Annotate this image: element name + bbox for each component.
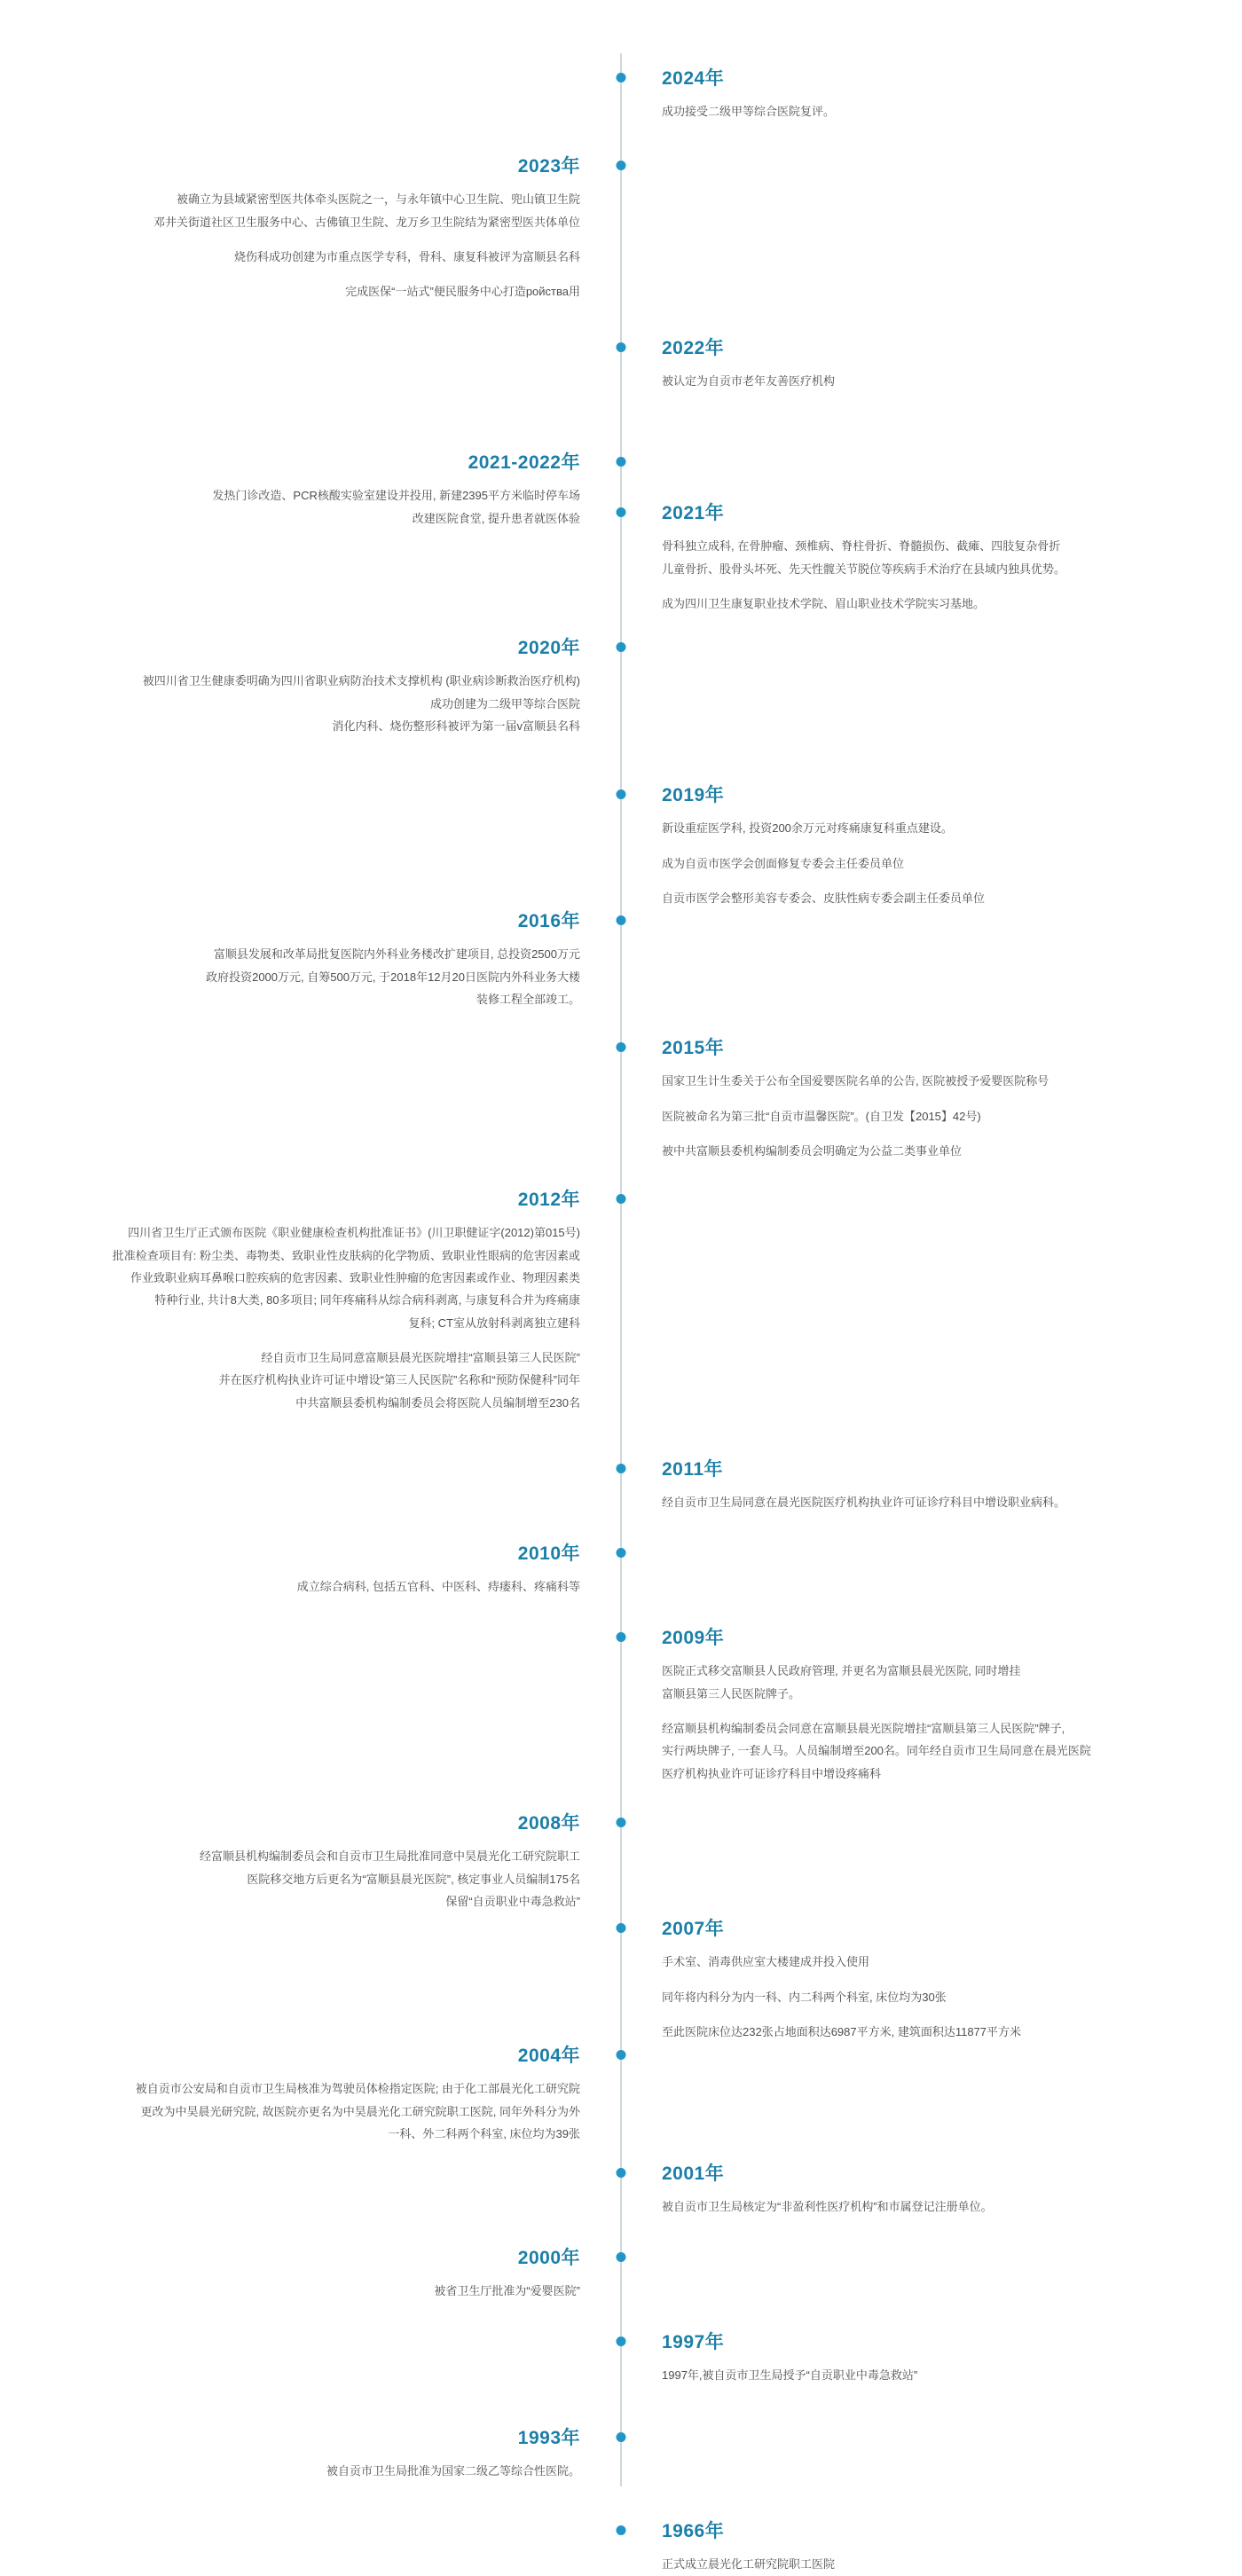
timeline-entry-content [0,2427,580,2483]
timeline-entry [0,155,1242,303]
timeline-node-dot [617,642,626,652]
timeline-node-dot [617,1548,626,1558]
timeline-entry-left-slot [0,2427,621,2483]
timeline-entry-left-slot [0,2247,621,2303]
timeline-entry-year: 2022年 [662,338,725,358]
timeline-entry-line: 被省卫生厅批准为“爱婴医院” [434,2284,580,2298]
timeline-entry-line: 被自贡市卫生局核定为“非盈利性医疗机构”和市属登记注册单位。 [662,2200,993,2214]
timeline-entry-line: 医院正式移交富顺县人民政府管理, 并更名为富顺县晨光医院, 同时增挂 富顺县第三人民医院牌子。 [662,1664,1021,1700]
timeline-entry-right-slot [621,2520,1242,2576]
timeline-entry-content [662,502,1242,615]
timeline-entry-content [662,1037,1242,1162]
timeline-entry-body [0,2280,580,2302]
timeline-entry-body [662,100,1242,122]
timeline-entry-year: 2016年 [517,911,580,931]
timeline-entry-line: 骨科独立成科, 在骨肿瘤、颈椎病、脊柱骨折、脊髓损伤、截瘫、四肢复杂骨折 儿童骨折、股骨头坏死、先天性髋关节脱位等疾病手术治疗在县域内独具优势。 [662,539,1066,576]
timeline-entry-line: 医院被命名为第三批“自贡市温馨医院”。(自卫发【2015】42号) [662,1109,981,1123]
timeline-node-dot [617,342,626,352]
timeline-entry-body [662,1070,1242,1162]
timeline-entry-content [662,1458,1242,1514]
timeline-entry-line: 正式成立晨光化工研究院职工医院 [662,2557,836,2572]
timeline-entry-content [662,1918,1242,2043]
timeline-node-dot [617,2525,626,2535]
timeline-entry-content [662,1627,1242,1785]
timeline-entry-line: 成功接受二级甲等综合医院复评。 [662,105,836,119]
timeline-entry-year: 1997年 [662,2332,725,2352]
timeline-entry-right-slot [621,1189,1242,1414]
timeline-entry-body [0,1845,580,1912]
timeline-entry-year: 2004年 [517,2046,580,2066]
timeline-entry-line: 新设重症医学科, 投资200余万元对疼痛康复科重点建设。 [662,821,953,836]
timeline-entry-left-slot [0,2331,621,2387]
timeline-entry-year: 2010年 [517,1543,580,1564]
timeline-entry-left-slot [0,1627,621,1785]
timeline-entry [0,1189,1242,1414]
timeline-entry-left-slot [0,67,621,123]
timeline-entry-year: 2021年 [662,503,725,523]
timeline-entry-right-slot [621,2045,1242,2145]
timeline-entry-body [662,1660,1242,1785]
timeline-node-dot [617,1632,626,1642]
timeline-entry-line: 成为四川卫生康复职业技术学院、眉山职业技术学院实习基地。 [662,596,986,610]
timeline-entry-content [0,910,580,1010]
timeline-entry-line: 经富顺县机构编制委员会同意在富顺县晨光医院增挂“富顺县第三人民医院”牌子, 实行两块牌子, 一套人马。人员编制增至200名。同年经自贡市卫生局同意在晨光医院 医疗机构执业许可证诊疗科目中增设疼痛科 [662,1721,1091,1780]
timeline-entry-body [0,2460,580,2482]
timeline-entry-left-slot [0,1918,621,2043]
timeline-node-dot [617,1464,626,1473]
timeline-entry-line: 被中共富顺县委机构编制委员会明确定为公益二类事业单位 [662,1143,963,1158]
timeline-entry-line: 经自贡市卫生局同意富顺县晨光医院增挂“富顺县第三人民医院” 并在医疗机构执业许可证中增设“第三人民医院”名称和“预防保健科”同年 中共富顺县委机构编制委员会将医院人员编制增至230名 [218,1350,580,1410]
timeline-entry-content [662,784,1242,909]
timeline-entry-year: 2011年 [662,1459,724,1480]
timeline-entry-year: 2008年 [517,1813,580,1834]
timeline-node-dot [617,73,626,82]
timeline-entry-year: 2007年 [662,1919,725,1939]
timeline-node-dot [617,457,626,467]
timeline-entry [0,1037,1242,1162]
timeline-entry-year: 2001年 [662,2164,725,2184]
timeline-entry-year: 2020年 [517,638,580,658]
timeline-entry-year: 2009年 [662,1628,725,1648]
timeline-entry-left-slot [0,2520,621,2576]
timeline-entry-left-slot [0,784,621,909]
timeline-entry-body [0,2077,580,2145]
timeline-entry-right-slot [621,502,1242,615]
timeline-entry-year: 2000年 [517,2248,580,2268]
timeline-entry-line: 经富顺县机构编制委员会和自贡市卫生局批准同意中昊晨光化工研究院职工 医院移交地方后更名为“富顺县晨光医院”, 核定事业人员编制175名 保留“自贡职业中毒急救站” [199,1850,580,1908]
timeline-node-dot [617,915,626,925]
timeline-entry-right-slot [621,1458,1242,1514]
timeline-entry-left-slot [0,637,621,737]
timeline-entry-line: 完成医保“一站式”便民服务中心打造ройства用 [345,285,580,299]
timeline-entry-left-slot [0,1812,621,1912]
timeline-entry-year: 2019年 [662,785,725,805]
timeline-entry-line: 同年将内科分为内一科、内二科两个科室, 床位均为30张 [662,1990,947,2004]
timeline-node-dot [617,1818,626,1827]
timeline-entry-line: 发热门诊改造、PCR核酸实验室建设并投用, 新建2395平方米临时停车场 改建医院食堂, 提升患者就医体验 [212,489,580,525]
timeline-node-dot [617,507,626,517]
timeline-entry-right-slot [621,637,1242,737]
timeline-entry-content [662,2163,1242,2219]
timeline-entry-year: 2021-2022年 [468,452,580,473]
timeline-entry-left-slot [0,337,621,393]
timeline-entry-right-slot [621,2247,1242,2303]
timeline-entry-line: 烧伤科成功创建为市重点医学专科，骨科、康复科被评为富顺县名科 [233,249,580,263]
timeline-node-dot [617,2432,626,2442]
timeline-entry-year: 2024年 [662,68,725,89]
timeline-entry-line: 成为自贡市医学会创面修复专委会主任委员单位 [662,856,905,870]
timeline-entry-line: 被自贡市公安局和自贡市卫生局核准为驾驶员体检指定医院; 由于化工部晨光化工研究院 更改为中昊晨光研究院, 故医院亦更名为中昊晨光化工研究院职工医院, 同年外科分为外 一科、外二科两个科室, 床位均为39张 [135,2082,580,2140]
timeline-entry-right-slot [621,2427,1242,2483]
timeline-node-dot [617,2168,626,2178]
timeline-entry-right-slot [621,784,1242,909]
timeline-entry-content [662,67,1242,123]
timeline-entry-right-slot [621,1812,1242,1912]
timeline-entry-year: 1993年 [517,2428,580,2448]
timeline-entry-line: 自贡市医学会整形美容专委会、皮肤性病专委会副主任委员单位 [662,891,986,905]
timeline-node-dot [617,2336,626,2346]
timeline-entry-content [662,2520,1242,2576]
timeline-entry-body [0,1575,580,1598]
timeline-node-dot [617,1923,626,1933]
timeline-entry-right-slot [621,910,1242,1010]
timeline-entry-content [0,1812,580,1912]
timeline-entry-line: 被认定为自贡市老年友善医疗机构 [662,374,836,389]
timeline-entry-line: 至此医院床位达232张占地面积达6987平方米, 建筑面积达11877平方米 [662,2024,1022,2038]
timeline-entry [0,502,1242,615]
timeline-entry-body [662,2364,1242,2386]
timeline-entry-right-slot [621,1543,1242,1598]
timeline-entry-right-slot [621,337,1242,393]
timeline-entry-content [0,1543,580,1598]
timeline-entry-body [0,188,580,302]
timeline-entry-line: 手术室、消毒供应室大楼建成并投入使用 [662,1955,870,1969]
timeline-entry-left-slot [0,1189,621,1414]
timeline-entry-line: 被确立为县域紧密型医共体牵头医院之一，与永年镇中心卫生院、兜山镇卫生院 邓井关街道社区卫生服务中心、古佛镇卫生院、龙万乡卫生院结为紧密型医共体单位 [153,192,580,229]
timeline-node-dot [617,161,626,170]
timeline-entry-line: 经自贡市卫生局同意在晨光医院医疗机构执业许可证诊疗科目中增设职业病科。 [662,1496,1066,1510]
timeline-entry-left-slot [0,502,621,615]
timeline-entry-body [0,670,580,737]
timeline-entry-right-slot [621,2331,1242,2387]
timeline-entry-left-slot [0,155,621,303]
timeline-entry-body [662,1491,1242,1513]
timeline-entry [0,784,1242,909]
timeline-entry-body [0,1221,580,1414]
timeline-entry-right-slot [621,155,1242,303]
timeline-entry-left-slot [0,1543,621,1598]
timeline-entry-body [662,370,1242,392]
timeline-entry-left-slot [0,2045,621,2145]
timeline-node-dot [617,1042,626,1052]
timeline-entry-right-slot [621,1037,1242,1162]
timeline-entry-content [0,2247,580,2303]
timeline-entry-year: 1966年 [662,2521,725,2541]
timeline-entry-body [662,535,1242,615]
timeline-entry-left-slot [0,1037,621,1162]
timeline-entry-body [0,943,580,1010]
timeline-entry-body [662,1951,1242,2043]
timeline-entry [0,1627,1242,1785]
timeline-node-dot [617,2050,626,2060]
timeline-entry-right-slot [621,2163,1242,2219]
timeline-entry-line: 成立综合病科, 包括五官科、中医科、痔瘘科、疼痛科等 [296,1580,580,1594]
timeline-entry-content [0,2045,580,2145]
timeline-entry-line: 四川省卫生厅正式颁布医院《职业健康检查机构批准证书》(川卫职健证字(2012)第015号) 批准检查项目有: 粉尘类、毒物类、致职业性皮肤病的化学物质、致职业性眼病的危害因素或 作业致职业病耳鼻喉口腔疾病的危害因素、致职业性肿瘤的危害因素或作业、物理因素类 特种行业, 共计8大类, 80多项目; 同年疼痛科从综合病科剥离, 与康复科合并为疼痛康 复科; CT室从放射科剥离独立建科 [112,1226,580,1330]
timeline-entry-line: 被自贡市卫生局批准为国家二级乙等综合性医院。 [326,2464,580,2478]
timeline-entry-content [0,637,580,737]
timeline-entry-body [662,817,1242,909]
timeline-entry-year: 2015年 [662,1038,725,1058]
timeline-entry-line: 1997年,被自贡市卫生局授予“自贡职业中毒急救站” [662,2368,918,2383]
timeline-entry-content [662,2331,1242,2387]
timeline-entry-line: 被四川省卫生健康委明确为四川省职业病防治技术支撑机构 (职业病诊断救治医疗机构) 成功创建为二级甲等综合医院 消化内科、烧伤整形科被评为第一届v富顺县名科 [142,674,580,733]
timeline-node-dot [617,1194,626,1204]
timeline-entry-content [0,1189,580,1414]
timeline-entry-year: 2012年 [517,1190,580,1210]
timeline-entry-right-slot [621,67,1242,123]
timeline-entry-right-slot [621,1627,1242,1785]
timeline-entry-content [0,155,580,303]
timeline-entry-body [662,2195,1242,2218]
timeline-entry-left-slot [0,1458,621,1514]
timeline-node-dot [617,789,626,799]
timeline-node-dot [617,2252,626,2262]
timeline-entry-left-slot [0,2163,621,2219]
timeline-entry-right-slot [621,1918,1242,2043]
timeline-entry [0,1918,1242,2043]
timeline-entry-line: 富顺县发展和改革局批复医院内外科业务楼改扩建项目, 总投资2500万元 政府投资2000万元, 自筹500万元, 于2018年12月20日医院内外科业务大楼 装修工程全部竣工。 [206,947,580,1006]
timeline-entry-body [662,2553,1242,2575]
timeline-entry-content [662,337,1242,393]
timeline-entry-line: 国家卫生计生委关于公布全国爱婴医院名单的公告, 医院被授予爱婴医院称号 [662,1074,1049,1088]
timeline-entry-year: 2023年 [517,156,580,177]
timeline-entry-left-slot [0,910,621,1010]
